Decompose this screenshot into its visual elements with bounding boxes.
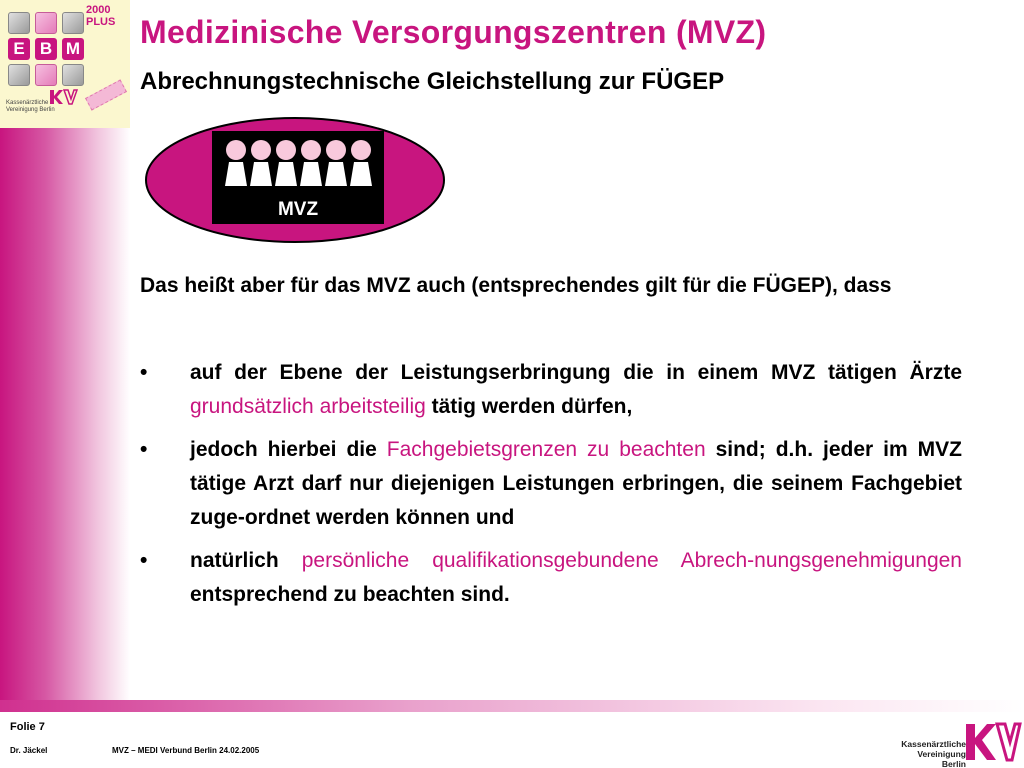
bullet-icon: • xyxy=(140,549,148,572)
bullet-text: natürlich xyxy=(190,549,302,572)
kv-logo-icon xyxy=(962,720,1022,766)
list-item xyxy=(140,356,962,424)
bullet-text: entsprechend zu beachten sind. xyxy=(190,583,510,606)
ebm-logo xyxy=(0,0,130,128)
mvz-label: MVZ xyxy=(277,199,319,220)
logo-tile xyxy=(8,64,30,86)
logo-org-name xyxy=(6,100,55,114)
logo-tile xyxy=(8,12,30,34)
logo-letter-e: E xyxy=(8,38,30,60)
logo-plus-line1: 2000 xyxy=(86,4,111,16)
logo-2000-plus xyxy=(86,4,115,28)
footer-org-line2: Vereinigung Berlin xyxy=(917,749,966,768)
figure-head xyxy=(251,140,271,160)
page-title: Medizinische Versorgungszentren (MVZ) xyxy=(140,14,767,50)
bullet-icon: • xyxy=(140,361,148,384)
bullet-text: tätig werden dürfen, xyxy=(425,395,633,418)
logo-plus-line2: PLUS xyxy=(86,16,116,28)
footer-org-name xyxy=(896,739,966,768)
logo-letter-b: B xyxy=(35,38,57,60)
bullet-text: jedoch hierbei die xyxy=(190,438,387,461)
logo-tile xyxy=(35,64,57,86)
mvz-diagram xyxy=(140,112,450,262)
figure-head xyxy=(351,140,371,160)
figure-head xyxy=(326,140,346,160)
decorative-stripe xyxy=(85,79,127,110)
logo-org-line2: Vereinigung Berlin xyxy=(6,107,55,113)
figure-head xyxy=(276,140,296,160)
left-gradient-bar xyxy=(0,128,130,712)
highlight-text: persönliche qualifikationsgebundene Abrech-nungsgenehmigungen xyxy=(301,549,962,572)
logo-org-line1: Kassenärztliche xyxy=(6,100,49,106)
list-item xyxy=(140,544,962,612)
bullet-list xyxy=(140,356,962,621)
footer-area xyxy=(0,712,1024,768)
bullet-text: sind; d.h. jeder im MVZ tätige Arzt darf nur diejenigen Leistungen erbringen, die seinem Fachgebiet zuge-ordnet werden können und xyxy=(190,438,962,529)
list-item xyxy=(140,433,962,535)
bullet-icon: • xyxy=(140,438,148,461)
figure-head xyxy=(301,140,321,160)
intro-text: Das heißt aber für das MVZ auch (entsprechendes gilt für die FÜGEP), dass xyxy=(140,274,892,297)
logo-tile xyxy=(35,12,57,34)
logo-letter-m: M xyxy=(62,38,84,60)
author-name: Dr. Jäckel xyxy=(10,746,48,755)
highlight-text: Fachgebietsgrenzen zu beachten xyxy=(386,438,706,461)
footer-org-line1: Kassenärztliche xyxy=(901,739,966,749)
figure-head xyxy=(226,140,246,160)
logo-tile xyxy=(62,12,84,34)
slide-number: Folie 7 xyxy=(10,721,45,733)
bullet-text: auf der Ebene der Leistungserbringung die in einem MVZ tätigen Ärzte xyxy=(190,361,962,384)
logo-tile xyxy=(62,64,84,86)
page-subtitle: Abrechnungstechnische Gleichstellung zur FÜGEP xyxy=(140,68,725,95)
presentation-source: MVZ – MEDI Verbund Berlin 24.02.2005 xyxy=(112,746,260,755)
highlight-text: grundsätzlich arbeitsteilig xyxy=(190,395,426,418)
